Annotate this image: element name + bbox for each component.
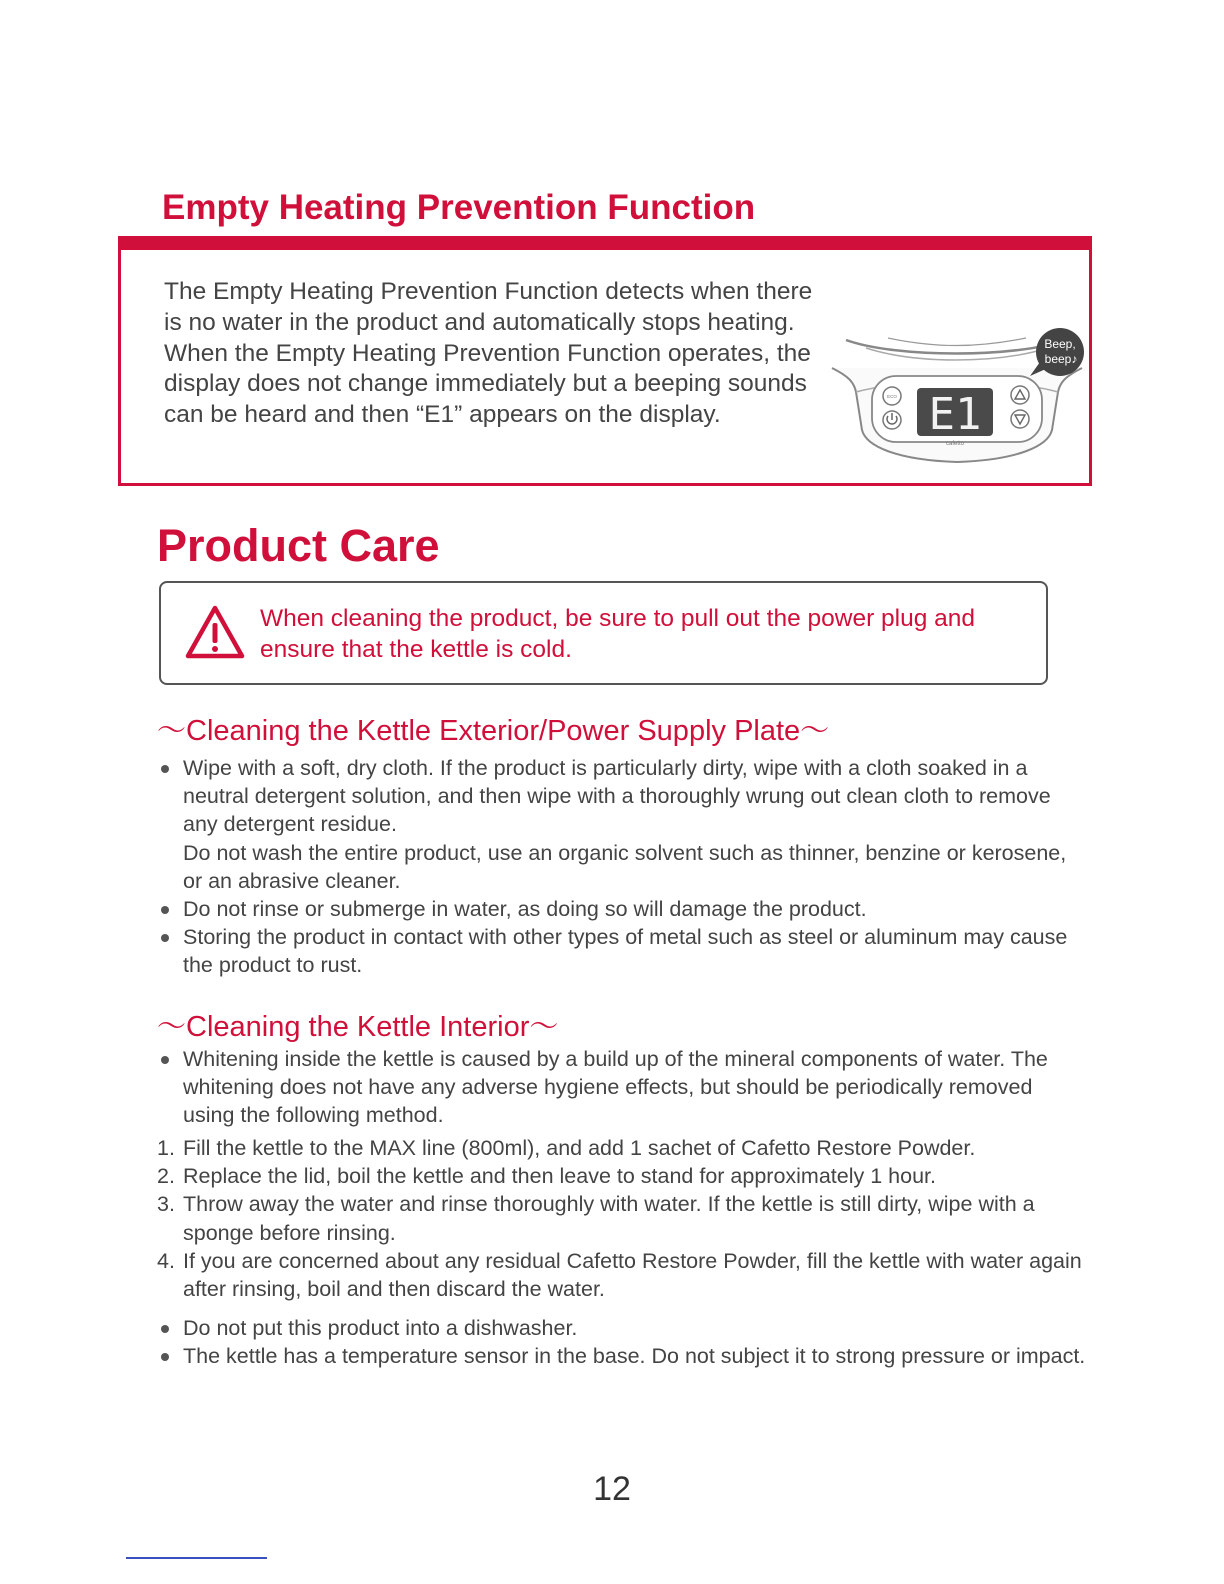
list-item-text: Whitening inside the kettle is caused by a build up of the mineral components of water. The whitening does not have any adverse hygiene effects, but should be periodically removed using the following method. xyxy=(183,1047,1048,1128)
list-item-text: The kettle has a temperature sensor in the base. Do not subject it to strong pressure or impact. xyxy=(183,1344,1086,1369)
list-item-text: Storing the product in contact with other types of metal such as steel or aluminum may cause the product to rust. xyxy=(183,925,1068,978)
warning-triangle-icon xyxy=(184,604,246,660)
beep-text-line1: Beep, xyxy=(1044,337,1076,351)
bullet-icon xyxy=(161,906,169,914)
bullet-icon xyxy=(161,1056,169,1064)
beep-text-line2: beep♪ xyxy=(1044,352,1078,366)
interior-intro-list xyxy=(157,1045,1087,1130)
interior-cleaning-steps xyxy=(157,1134,1087,1303)
step-item xyxy=(157,1134,1087,1162)
step-text: Throw away the water and rinse thoroughly with water. If the kettle is still dirty, wipe with a sponge before rinsing. xyxy=(183,1192,1035,1245)
list-item-text: Do not wash the entire product, use an organic solvent such as thinner, benzine or kerosene, or an abrasive cleaner. xyxy=(183,840,1067,893)
step-text: Fill the kettle to the MAX line (800ml), and add 1 sachet of Cafetto Restore Powder. xyxy=(183,1136,976,1160)
exterior-cleaning-list xyxy=(157,754,1087,980)
bullet-icon xyxy=(161,934,169,942)
list-item-text: Do not put this product into a dishwasher. xyxy=(183,1316,578,1340)
list-item xyxy=(157,1342,1087,1370)
footer-rule xyxy=(126,1557,267,1559)
display-code: E1 xyxy=(928,389,982,440)
list-item xyxy=(157,923,1087,979)
list-item xyxy=(157,754,1087,895)
step-number: 3. xyxy=(157,1192,175,1217)
brand-logo: cafetto xyxy=(945,441,965,447)
section-heading-empty-heating: Empty Heating Prevention Function xyxy=(162,188,756,227)
list-item xyxy=(157,895,1087,923)
subheading-interior-cleaning: 〜Cleaning the Kettle Interior〜 xyxy=(157,1011,559,1043)
list-item-text: Wipe with a soft, dry cloth. If the product is particularly dirty, wipe with a cloth soaked in a neutral detergent solution, and then wipe with a thoroughly wrung out clean cloth to remove any detergent residue. xyxy=(183,756,1051,837)
step-number: 1. xyxy=(157,1136,175,1160)
step-number: 2. xyxy=(157,1164,175,1189)
bullet-icon xyxy=(161,1325,169,1333)
step-item xyxy=(157,1190,1087,1246)
list-item-text: Do not rinse or submerge in water, as doing so will damage the product. xyxy=(183,897,867,922)
subheading-exterior-cleaning: 〜Cleaning the Kettle Exterior/Power Supply Plate〜 xyxy=(157,715,830,747)
step-text: Replace the lid, boil the kettle and then leave to stand for approximately 1 hour. xyxy=(183,1164,936,1189)
interior-notes-list xyxy=(157,1314,1087,1370)
step-text: If you are concerned about any residual Cafetto Restore Powder, fill the kettle with water again after rinsing, boil and then discard the water. xyxy=(183,1248,1082,1302)
section-heading-product-care: Product Care xyxy=(157,520,440,571)
bullet-icon xyxy=(161,765,169,773)
step-item xyxy=(157,1247,1087,1303)
bullet-icon xyxy=(161,1353,169,1361)
empty-heating-description: The Empty Heating Prevention Function detects when there is no water in the product and automatically stops heating. When the Empty Heating Prevention Function operates, the display does not change immediately but a beeping sounds can be heard and then “E1” appears on the display. xyxy=(164,278,813,429)
kettle-display-illustration xyxy=(826,318,1088,468)
caution-text: When cleaning the product, be sure to pull out the power plug and ensure that the kettle is cold. xyxy=(260,605,976,663)
step-number: 4. xyxy=(157,1248,175,1273)
eco-button-label: ECO xyxy=(887,394,897,399)
step-item xyxy=(157,1162,1087,1190)
page-number: 12 xyxy=(593,1470,631,1508)
list-item xyxy=(157,1314,1087,1342)
list-item xyxy=(157,1045,1087,1130)
